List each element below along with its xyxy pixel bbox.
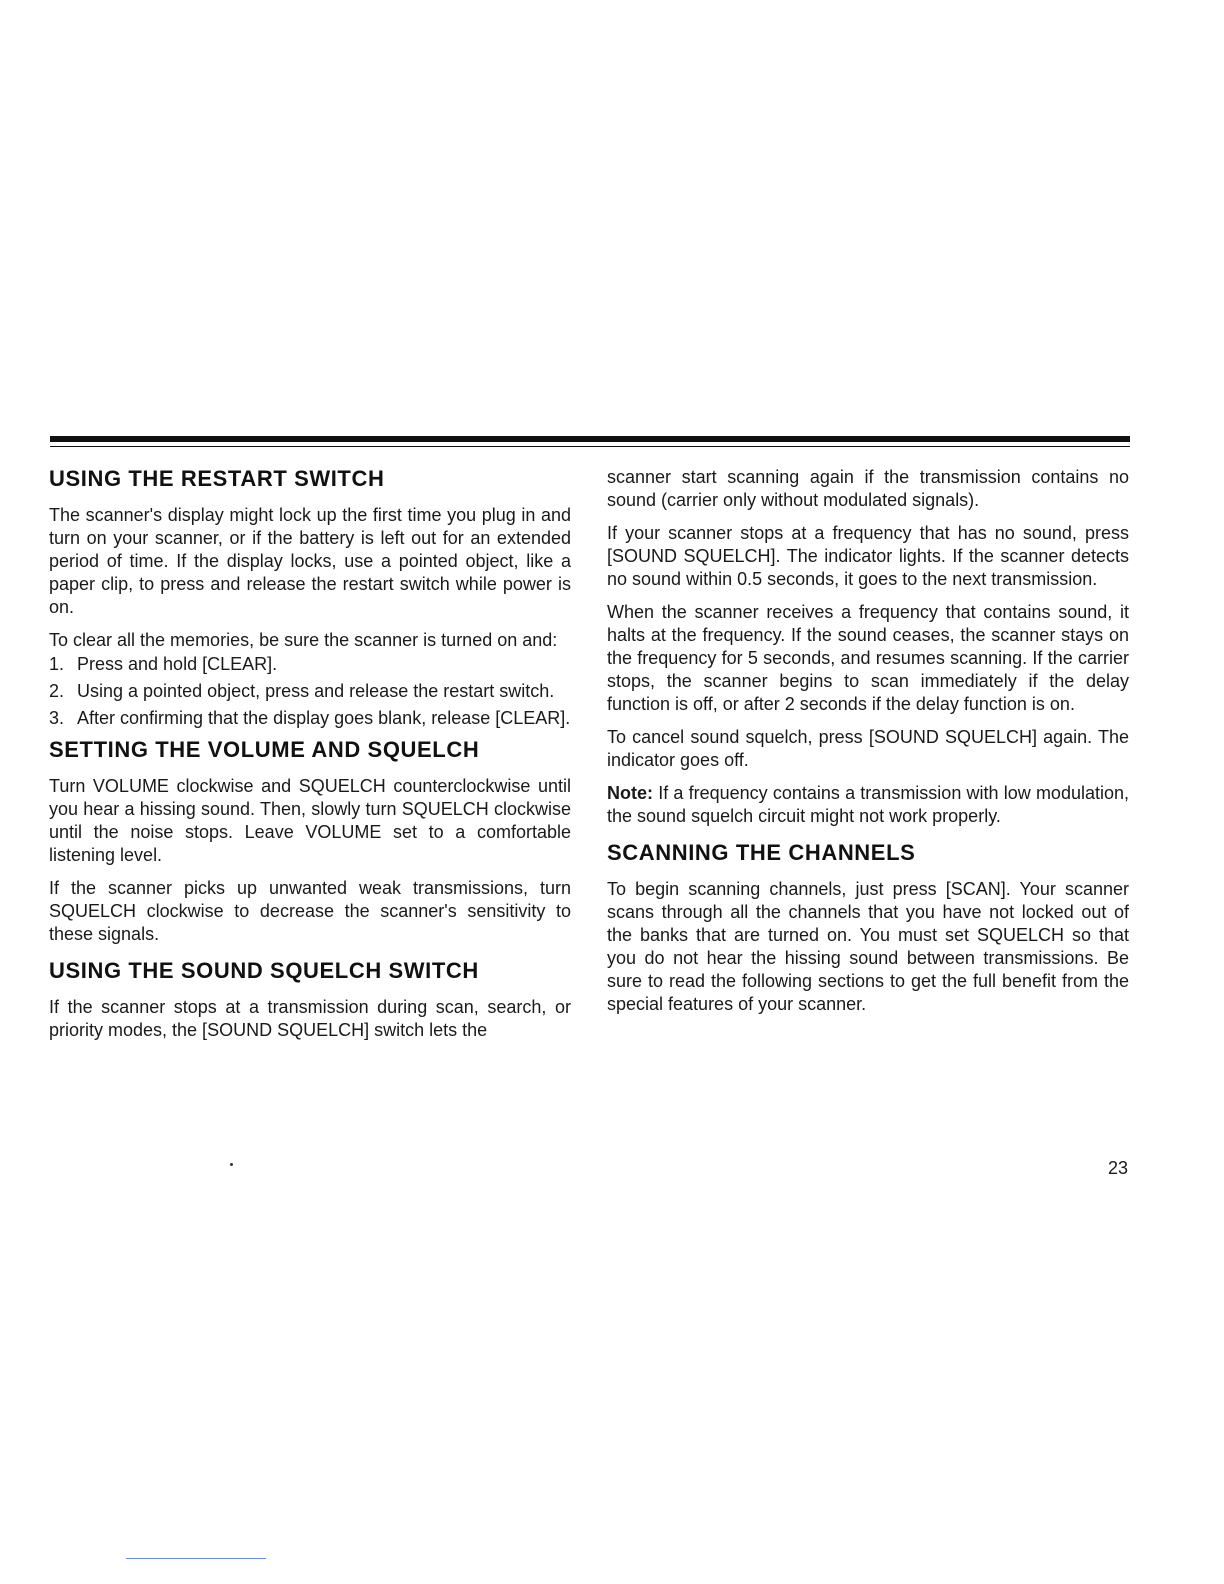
sound-squelch-paragraph-2: If your scanner stops at a frequency that has no sound, press [SOUND SQUELCH]. The indicator lights. If the scanner detects no sound within 0.5 seconds, it goes to the next transmission. xyxy=(607,523,1129,589)
heading-sound-squelch: USING THE SOUND SQUELCH SWITCH xyxy=(49,958,479,983)
volume-paragraph-2: If the scanner picks up unwanted weak transmissions, turn SQUELCH clockwise to decrease the scanner's sensitivity to these signals. xyxy=(49,878,571,944)
list-item: 3. After confirming that the display goes blank, release [CLEAR]. xyxy=(49,708,571,728)
header-rule-thick xyxy=(50,436,1130,442)
list-item: 1. Press and hold [CLEAR]. xyxy=(49,654,278,674)
heading-volume: SETTING THE VOLUME AND SQUELCH xyxy=(49,737,480,762)
header-rule-thin xyxy=(50,446,1130,447)
sound-squelch-continued: scanner start scanning again if the transmission contains no sound (carrier only without modulated signals). xyxy=(607,467,1129,510)
sound-squelch-paragraph-4: To cancel sound squelch, press [SOUND SQUELCH] again. The indicator goes off. xyxy=(607,727,1129,770)
page-number: 23 xyxy=(1107,1158,1128,1178)
note-paragraph xyxy=(607,782,1129,828)
heading-restart: USING THE RESTART SWITCH xyxy=(49,466,385,491)
right-column xyxy=(607,466,1129,1026)
note-text: If a frequency contains a transmission with low modulation, the sound squelch circuit might not work properly. xyxy=(607,783,1129,826)
restart-paragraph-1: The scanner's display might lock up the first time you plug in and turn on your scanner, or if the battery is left out for an extended period of time. If the display locks, use a pointed object, like a paper clip, to press and release the restart switch while power is on. xyxy=(49,505,571,617)
sound-squelch-paragraph-1: If the scanner stops at a transmission during scan, search, or priority modes, the [SOUND SQUELCH] switch lets the xyxy=(49,997,571,1040)
heading-channels: SCANNING THE CHANNELS xyxy=(607,840,916,865)
channels-paragraph-1: To begin scanning channels, just press [SCAN]. Your scanner scans through all the channels that you have not locked out of the banks that are turned on. You must set SQUELCH so that you do not hear the hissing sound between transmissions. Be sure to read the following sections to get the full benefit from the special features of your scanner. xyxy=(607,879,1129,1014)
scan-speck xyxy=(230,1163,233,1166)
left-column xyxy=(49,464,571,1052)
restart-paragraph-2: To clear all the memories, be sure the scanner is turned on and: xyxy=(49,630,558,650)
restart-steps-list xyxy=(49,654,571,729)
sound-squelch-paragraph-3: When the scanner receives a frequency that contains sound, it halts at the frequency. If the sound ceases, the scanner stays on the frequency for 5 seconds, and resumes scanning. If the carrier stops, the scanner begins to scan immediately if the delay function is off, or after 2 seconds if the delay function is on. xyxy=(607,602,1129,714)
note-label: Note: xyxy=(607,783,653,803)
list-item: 2. Using a pointed object, press and release the restart switch. xyxy=(49,681,555,701)
footer-underline xyxy=(126,1558,266,1559)
volume-paragraph-1: Turn VOLUME clockwise and SQUELCH counterclockwise until you hear a hissing sound. Then, slowly turn SQUELCH clockwise until the noise stops. Leave VOLUME set to a comfortable listening level. xyxy=(49,776,571,865)
